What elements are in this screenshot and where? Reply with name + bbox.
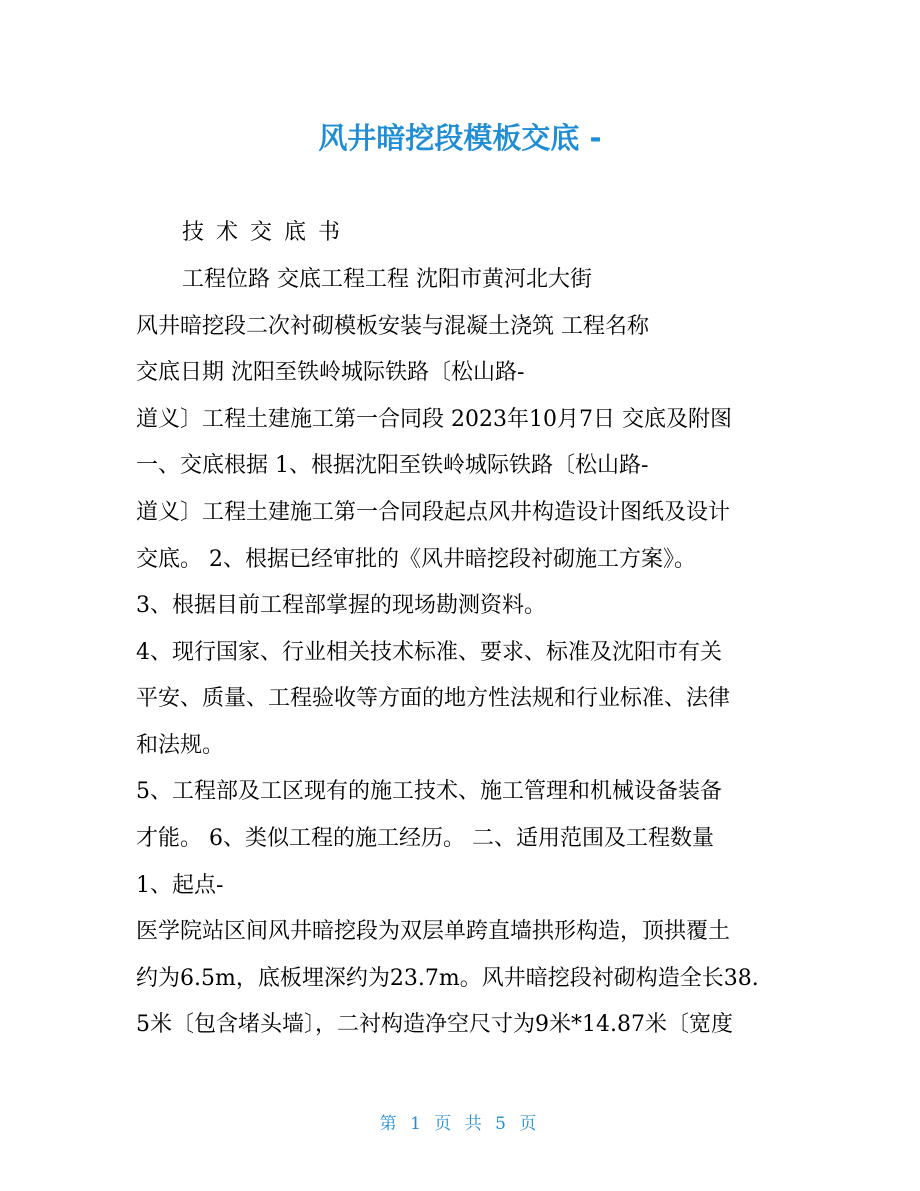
text-line: 约为6.5m，底板埋深约为23.7m。风井暗挖段衬砌构造全长38. xyxy=(136,966,759,991)
text-line: 5米〔包含堵头墙〕，二衬构造净空尺寸为9米*14.87米〔宽度 xyxy=(136,1012,733,1037)
text-line: 交底日期 沈阳至铁岭城际铁路〔松山路- xyxy=(136,360,525,385)
text-line: 道义〕工程土建施工第一合同段 2023年10月7日 交底及附图 xyxy=(136,407,732,432)
page-number: 第 1 页 共 5 页 xyxy=(379,1114,541,1134)
text-line: 一、交底根据 1、根据沈阳至铁岭城际铁路〔松山路- xyxy=(136,453,649,478)
text-line: 和法规。 xyxy=(136,733,225,758)
text-line: 3、根据目前工程部掌握的现场勘测资料。 xyxy=(136,593,546,618)
text-line: 医学院站区间风井暗挖段为双层单跨直墙拱形构造，顶拱覆土 xyxy=(136,919,731,944)
section-heading: 技术交底书 xyxy=(182,220,353,245)
text-line: 道义〕工程土建施工第一合同段起点风井构造设计图纸及设计 xyxy=(136,500,731,525)
text-line: 工程位路 交底工程工程 沈阳市黄河北大街 xyxy=(182,267,592,292)
text-line: 交底。 2、根据已经审批的《风井暗挖段衬砌施工方案》。 xyxy=(136,547,696,572)
text-line: 5、工程部及工区现有的施工技术、施工管理和机械设备装备 xyxy=(136,779,722,804)
text-line: 4、现行国家、行业相关技术标准、要求、标准及沈阳市有关 xyxy=(136,640,722,665)
text-line: 平安、质量、工程验收等方面的地方性法规和行业标准、法律 xyxy=(136,686,731,711)
text-line: 才能。 6、类似工程的施工经历。 二、适用范围及工程数量 xyxy=(136,826,714,851)
text-line: 风井暗挖段二次衬砌模板安装与混凝土浇筑 工程名称 xyxy=(136,314,649,339)
document-title: 风井暗挖段模板交底 - xyxy=(318,121,602,155)
text-line: 1、起点- xyxy=(136,873,224,898)
